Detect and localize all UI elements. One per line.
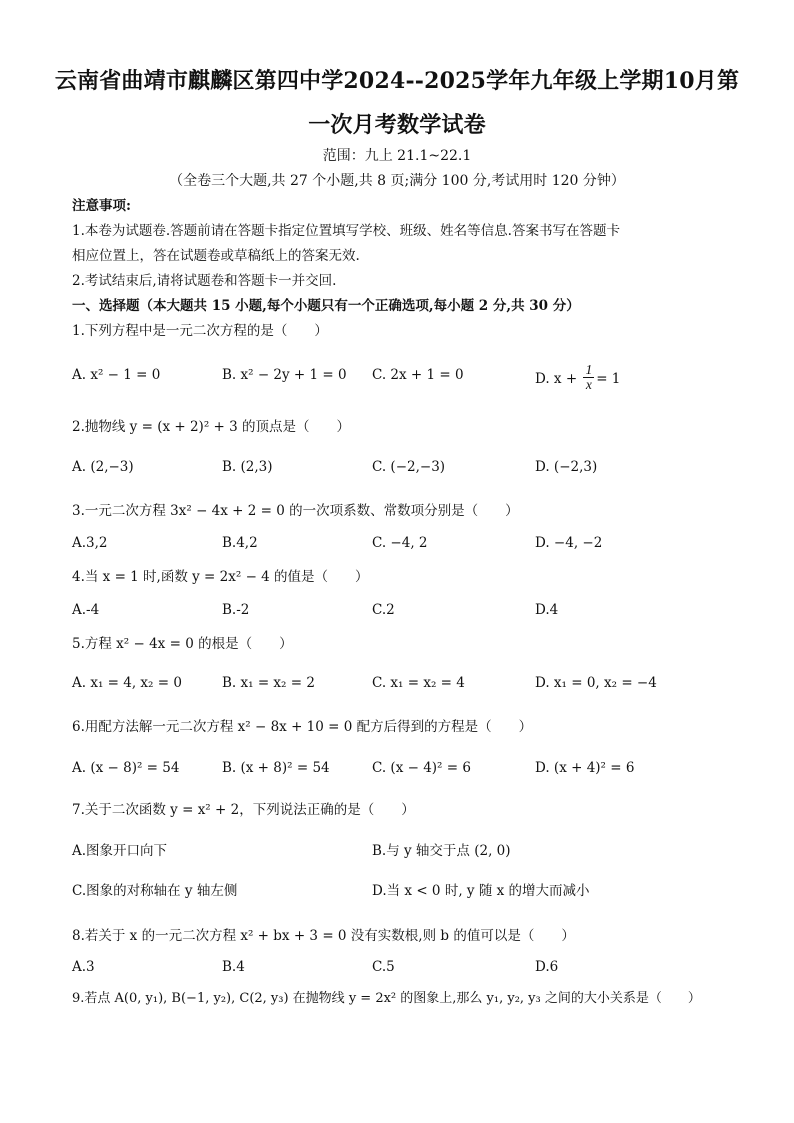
fraction: [583, 363, 594, 392]
question-6-option-a: A. (x − 8)² = 54: [72, 760, 180, 776]
question-3-option-b: B.4,2: [222, 535, 258, 551]
question-1-option-d-suffix: = 1: [596, 371, 621, 387]
notes-heading: 注意事项:: [72, 198, 131, 214]
question-8-option-d: D.6: [535, 959, 559, 975]
question-2-option-d: D. (−2,3): [535, 459, 598, 475]
question-7-option-d: D.当 x < 0 时, y 随 x 的增大而减小: [372, 883, 590, 899]
question-1-option-d: [535, 362, 621, 394]
question-5-option-a: A. x₁ = 4, x₂ = 0: [72, 675, 182, 691]
question-6-option-b: B. (x + 8)² = 54: [222, 760, 330, 776]
fraction-numerator: 1: [585, 362, 593, 377]
question-7-option-c: C.图象的对称轴在 y 轴左侧: [72, 883, 238, 899]
exam-info: （全卷三个大题,共 27 个小题,共 8 页;满分 100 分,考试用时 120 分钟）: [169, 173, 625, 189]
question-5-option-b: B. x₁ = x₂ = 2: [222, 675, 315, 691]
question-2-option-b: B. (2,3): [222, 459, 273, 475]
question-4-stem: 4.当 x = 1 时,函数 y = 2x² − 4 的值是（ ）: [72, 569, 369, 585]
exam-scope: 范围：九上 21.1~22.1: [322, 148, 472, 164]
exam-title-line1: 云南省曲靖市麒麟区第四中学2024--2025学年九年级上学期10月第: [54, 68, 740, 94]
question-5-stem: 5.方程 x² − 4x = 0 的根是（ ）: [72, 636, 293, 652]
question-6-option-d: D. (x + 4)² = 6: [535, 760, 635, 776]
question-1-stem: 1.下列方程中是一元二次方程的是（ ）: [72, 323, 328, 339]
notes-item-2: 2.考试结束后,请将试题卷和答题卡一并交回.: [72, 273, 337, 289]
question-5-option-c: C. x₁ = x₂ = 4: [372, 675, 465, 691]
question-3-option-c: C. −4, 2: [372, 535, 428, 551]
question-4-option-c: C.2: [372, 602, 395, 618]
question-8-stem: 8.若关于 x 的一元二次方程 x² + bx + 3 = 0 没有实数根,则 b 的值可以是（ ）: [72, 928, 575, 944]
question-7-stem: 7.关于二次函数 y = x² + 2，下列说法正确的是（ ）: [72, 802, 415, 818]
question-7-option-b: B.与 y 轴交于点 (2, 0): [372, 843, 511, 859]
notes-item-1-line-1: 1.本卷为试题卷.答题前请在答题卡指定位置填写学校、班级、姓名等信息.答案书写在答题卡: [72, 223, 620, 239]
question-3-option-d: D. −4, −2: [535, 535, 603, 551]
exam-title-line2: 一次月考数学试卷: [308, 112, 486, 138]
question-5-option-d: D. x₁ = 0, x₂ = −4: [535, 675, 657, 691]
question-6-option-c: C. (x − 4)² = 6: [372, 760, 471, 776]
question-3-option-a: A.3,2: [72, 535, 108, 551]
question-4-option-d: D.4: [535, 602, 559, 618]
notes-item-1-line-2: 相应位置上，答在试题卷或草稿纸上的答案无效.: [72, 248, 360, 264]
question-4-option-b: B.-2: [222, 602, 250, 618]
question-7-option-a: A.图象开口向下: [72, 843, 168, 859]
question-1-option-b: B. x² − 2y + 1 = 0: [222, 367, 347, 383]
question-1-option-a: A. x² − 1 = 0: [72, 367, 161, 383]
question-8-option-b: B.4: [222, 959, 245, 975]
section-heading: 一、选择题（本大题共 15 小题,每个小题只有一个正确选项,每小题 2 分,共 30 分）: [72, 298, 580, 314]
question-1-option-d-prefix: D. x +: [535, 371, 582, 387]
question-9-stem: 9.若点 A(0, y₁), B(−1, y₂), C(2, y₃) 在抛物线 y = 2x² 的图象上,那么 y₁, y₂, y₃ 之间的大小关系是（ ）: [72, 991, 701, 1006]
question-2-option-a: A. (2,−3): [72, 459, 134, 475]
question-8-option-a: A.3: [72, 959, 95, 975]
question-8-option-c: C.5: [372, 959, 395, 975]
question-6-stem: 6.用配方法解一元二次方程 x² − 8x + 10 = 0 配方后得到的方程是（ ）: [72, 719, 533, 735]
question-2-option-c: C. (−2,−3): [372, 459, 446, 475]
question-3-stem: 3.一元二次方程 3x² − 4x + 2 = 0 的一次项系数、常数项分别是（ ）: [72, 503, 519, 519]
question-4-option-a: A.-4: [72, 602, 100, 618]
question-2-stem: 2.抛物线 y = (x + 2)² + 3 的顶点是（ ）: [72, 419, 351, 435]
fraction-denominator: x: [585, 377, 592, 392]
question-1-option-c: C. 2x + 1 = 0: [372, 367, 464, 383]
